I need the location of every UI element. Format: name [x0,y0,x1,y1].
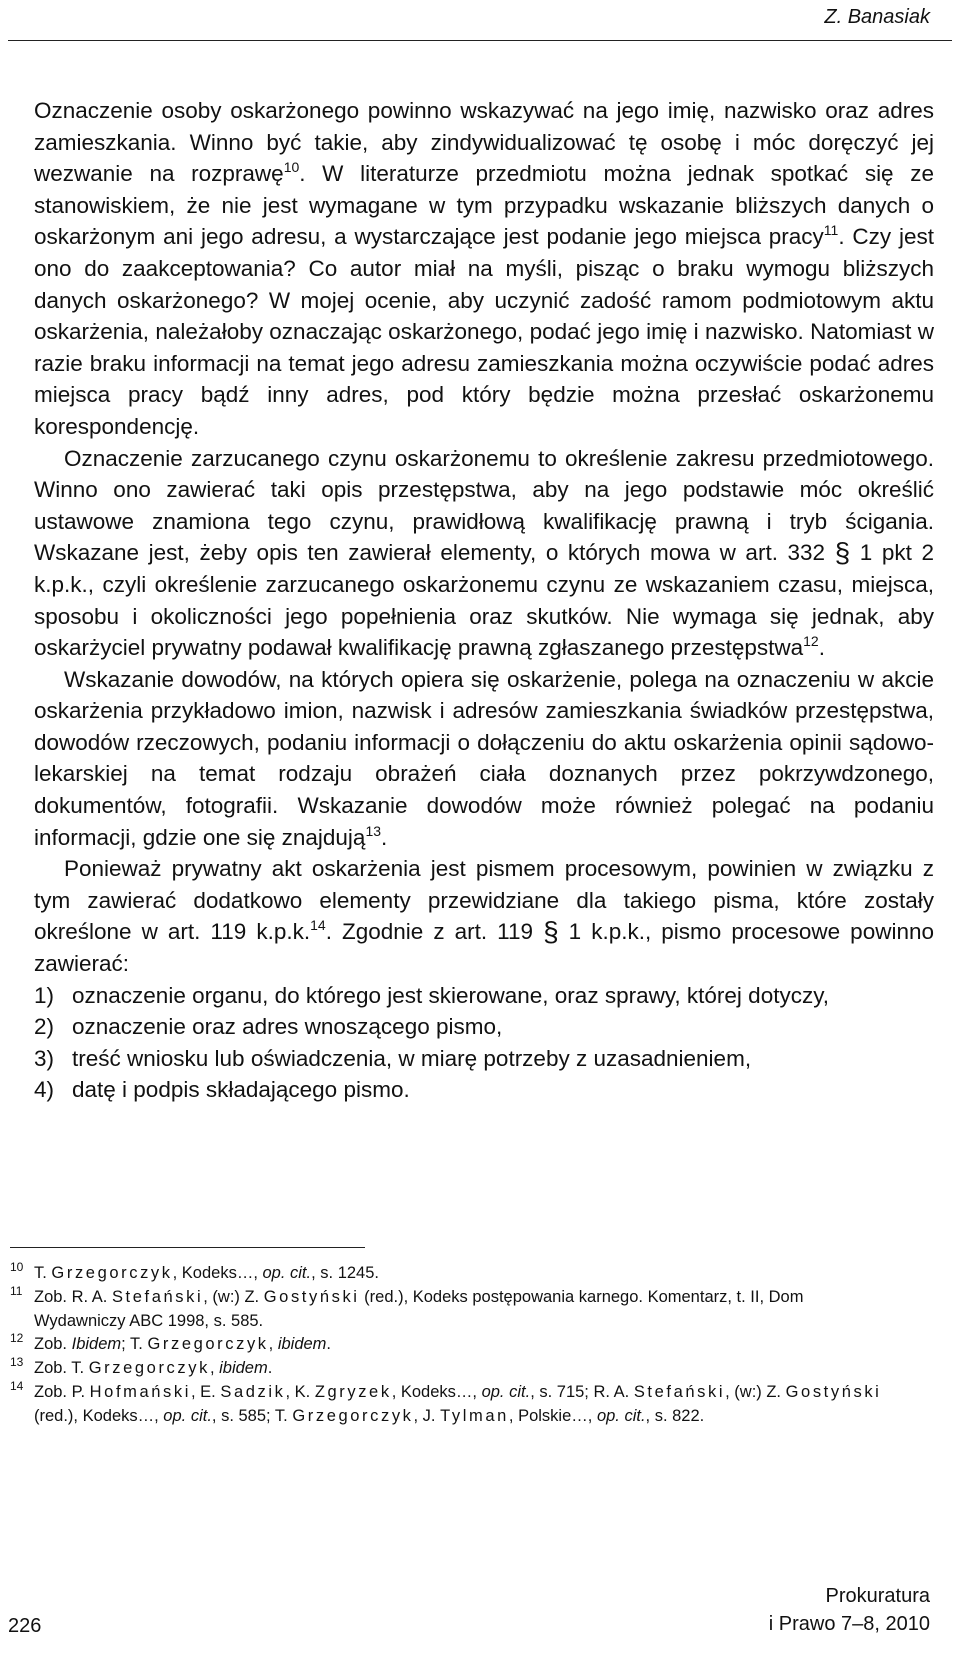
list-item-text: datę i podpis składającego pismo. [72,1077,410,1103]
journal-issue: i Prawo 7–8, 2010 [768,1613,930,1635]
list-number: 1) [34,982,55,1008]
footnote-text: , J. [413,1406,441,1425]
author-name: Hofmański [89,1382,191,1401]
footnote-text: , s. 585; T. [211,1406,293,1425]
paragraph-1 [34,95,934,443]
section-sign: § [834,537,851,569]
author-name: Zgryzek [314,1382,392,1401]
list-number: 4) [34,1077,55,1103]
list-item-text: oznaczenie oraz adres wnoszącego pismo, [72,1014,503,1040]
footnote-11 [10,1283,890,1334]
paragraph-4 [34,853,934,979]
paragraph-text: . [381,824,388,850]
paragraph-text: . Zgodnie z art. 119 [325,919,544,945]
author-name: Stefański [111,1287,204,1306]
footnote-number: 11 [10,1283,23,1298]
section-sign: § [543,916,559,948]
paragraph-text: Wskazanie dowodów, na których opiera się oskarżenie, polega na oznaczeniu w akcie oskarżenia przykładowo imion, nazwisk i adresów zamieszkania świadków przestępstwa, dowodów rzeczowych, podaniu informacji o dołączeniu do aktu oskarżenia opinii sądowo-lekarskiej na temat rodzaju obrażeń ciała doznanych przez pokrzywdzonego, dokumentów, fotografii. Wskazanie dowodów może również polegać na podaniu informacji, gdzie one się znajdują [34,666,934,850]
latin-abbrev: op. cit. [596,1406,646,1425]
list-item-text: treść wniosku lub oświadczenia, w miarę potrzeby z uzasadnieniem, [72,1045,752,1071]
author-name: Grzegorczyk [292,1406,414,1425]
footnote-text: , [268,1335,278,1354]
footnote-text: . [326,1335,332,1354]
footnote-text: T. [34,1264,52,1282]
author-name: Stefański [633,1382,726,1401]
footnote-text: Zob. R. A. [34,1287,112,1306]
page-number: 226 [8,1615,42,1637]
footnote-number: 14 [10,1378,24,1393]
footnote-14 [10,1378,890,1429]
footnote-text: , Kodeks…, [172,1264,263,1282]
paragraph-2 [34,443,934,664]
footnote-text: , (w:) Z. [203,1287,264,1306]
footnote-ref-10: 10 [283,159,300,176]
footnote-10 [10,1262,890,1286]
footnote-text: , s. 715; R. A. [530,1382,634,1401]
main-text [34,95,934,1106]
list-item-text: oznaczenie organu, do którego jest skierowane, oraz sprawy, której dotyczy, [72,982,830,1008]
footnote-text: Zob. [34,1335,72,1354]
paragraph-text: Oznaczenie osoby oskarżonego powinno wskazywać na jego imię, nazwisko oraz adres zamieszkania. Winno być takie, aby zindywidualizować tę osobę i móc doręczyć jej wezwanie na rozprawę [34,98,934,187]
footnote-ref-12: 12 [803,633,819,650]
paragraph-text: . W literaturze przedmiotu można jednak spotkać się ze stanowiskiem, że nie jest wymagane w tym przypadku wskazanie bliższych danych o oskarżonym ani jego adresu, a wystarczające jest podanie jego miejsca pracy [34,161,934,250]
list-item [34,1043,934,1075]
footnote-text: (red.), Kodeks…, [34,1406,164,1425]
footnote-12 [10,1333,890,1357]
author-name: Grzegorczyk [147,1335,269,1354]
author-name: Sadzik [220,1382,286,1401]
journal-title: Prokuratura [825,1585,930,1607]
footnote-rule [10,1247,365,1248]
list-number: 2) [34,1014,55,1040]
footnote-ref-13: 13 [365,822,382,839]
list-item [34,1011,934,1043]
running-header-author: Z. Banasiak [824,6,930,28]
footnote-ref-11: 11 [823,222,839,239]
footnote-ref-14: 14 [310,917,326,934]
footnote-text: ; T. [121,1335,148,1354]
footnote-text: Zob. T. [34,1359,89,1378]
footnote-number: 13 [10,1355,24,1370]
latin-abbrev: Ibidem [71,1335,122,1354]
latin-abbrev: ibidem [277,1335,327,1354]
footnote-text: Zob. P. [34,1382,90,1401]
footnote-13 [10,1357,890,1381]
header-rule [8,40,952,41]
author-name: Gostyński [785,1382,882,1401]
footnotes [10,1262,890,1429]
paragraph-text: Ponieważ prywatny akt oskarżenia jest pismem procesowym, powinien w związku z tym zawierać dodatkowo elementy przewidziane dla takiego pisma, które zostały określone w art. 119 k.p.k. [34,856,934,945]
footnote-text: . [267,1359,273,1378]
footnote-text: , s. 822. [645,1406,705,1425]
author-name: Tylman [440,1406,509,1425]
list-item [34,1074,934,1106]
footnote-text: , K. [285,1382,315,1401]
footnote-number: 12 [10,1331,24,1346]
paragraph-text: . Czy jest ono do zaakceptowania? Co autor miał na myśli, pisząc o braku wymogu bliższych danych oskarżonego? W mojej ocenie, aby uczynić zadość ramom podmiotowym aktu oskarżenia, należałoby oznaczając oskarżonego, podać jego imię i nazwisko. Natomiast w razie braku informacji na temat jego adresu zamieszkania można oczywiście podać adres miejsca pracy bądź inny adres, pod który będzie można przesłać oskarżonemu korespondencję. [34,224,934,439]
footnote-text: , E. [191,1382,221,1401]
footnote-text: , [209,1359,220,1378]
list-number: 3) [34,1045,55,1071]
footnote-number: 10 [10,1260,24,1274]
list-item [34,980,934,1012]
requirements-list [34,980,934,1106]
author-name: Gostyński [263,1287,360,1306]
paragraph-text: Oznaczenie zarzucanego czynu oskarżonemu to określenie zakresu przedmiotowego. Winno ono zawierać taki opis przestępstwa, aby na jego podstawie móc określić ustawowe znamiona tego czynu, prawidłową kwalifikację prawną i tryb ścigania. Wskazane jest, żeby opis ten zawierał elementy, o których mowa w art. 332 [34,445,934,566]
footnote-text: , s. 1245. [311,1264,379,1282]
author-name: Grzegorczyk [88,1359,210,1378]
paragraph-3 [34,664,934,854]
journal-name [769,1582,930,1638]
footnote-text: (red.), Kodeks postępowania karnego. Komentarz, t. II, Dom Wydawniczy ABC 1998, s. 585. [34,1287,804,1330]
author-name: Grzegorczyk [51,1264,173,1282]
latin-abbrev: ibidem [219,1359,268,1378]
latin-abbrev: op. cit. [262,1264,312,1282]
latin-abbrev: op. cit. [481,1382,531,1401]
paragraph-text: . [818,635,825,661]
paragraph-text: 1 pkt 2 k.p.k., czyli określenie zarzucanego oskarżonemu czynu ze wskazaniem czasu, miejsca, sposobu i okoliczności jego popełnienia oraz skutków. Nie wymaga się jednak, aby oskarżyciel prywatny podawał kwalifikację prawną zgłaszanego przestępstwa [34,540,934,661]
footnote-text: , Kodeks…, [391,1382,482,1401]
footnote-text: , (w:) Z. [725,1382,786,1401]
latin-abbrev: op. cit. [163,1406,212,1425]
paragraph-text: 1 k.p.k., pismo procesowe powinno zawierać: [34,919,934,977]
footnote-text: , Polskie…, [508,1406,597,1425]
